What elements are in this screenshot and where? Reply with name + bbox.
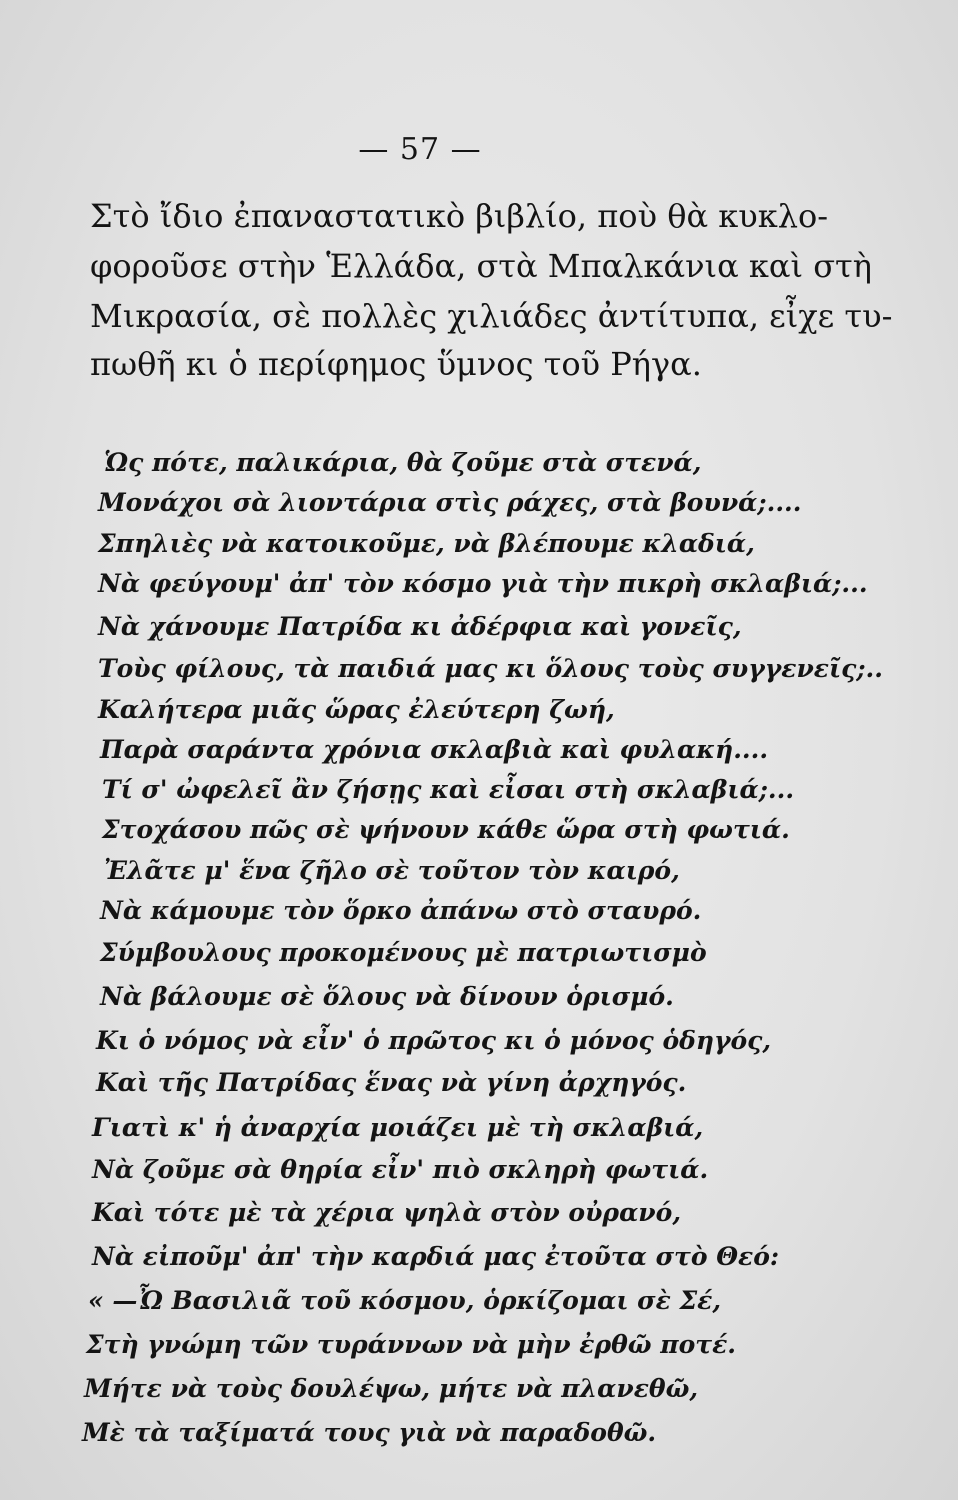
intro-line: πωθῆ κι ὁ περίφημος ὕμνος τοῦ Ρήγα. bbox=[90, 345, 702, 383]
poem-line: Νὰ βάλουμε σὲ ὅλους νὰ δίνουν ὁρισμό. bbox=[100, 982, 674, 1011]
poem-line: Στοχάσου πῶς σὲ ψήνουν κάθε ὥρα στὴ φωτιά. bbox=[102, 815, 790, 844]
poem-line: Νὰ εἰποῦμ' ἀπ' τὴν καρδιά μας ἐτοῦτα στὸ Θεό: bbox=[92, 1242, 780, 1271]
intro-line: Στὸ ἴδιο ἐπαναστατικὸ βιβλίο, ποὺ θὰ κυκλο- bbox=[90, 197, 829, 235]
poem-line: Καλήτερα μιᾶς ὥρας ἐλεύτερη ζωή, bbox=[98, 695, 615, 724]
poem-line: Κι ὁ νόμος νὰ εἶν' ὁ πρῶτος κι ὁ μόνος ὁδηγός, bbox=[96, 1026, 772, 1055]
poem-line: Μονάχοι σὰ λιοντάρια στὶς ράχες, στὰ βουνά;.... bbox=[98, 488, 802, 517]
poem-line: Στὴ γνώμη τῶν τυράννων νὰ μὴν ἐρθῶ ποτέ. bbox=[86, 1330, 736, 1359]
poem-line: Μὲ τὰ ταξίματά τους γιὰ νὰ παραδοθῶ. bbox=[82, 1418, 657, 1447]
poem-line: Ὡς πότε, παλικάρια, θὰ ζοῦμε στὰ στενά, bbox=[104, 448, 702, 477]
poem-line: Σπηλιὲς νὰ κατοικοῦμε, νὰ βλέπουμε κλαδιά, bbox=[98, 529, 755, 558]
poem-line: « —Ὦ Βασιλιᾶ τοῦ κόσμου, ὁρκίζομαι σὲ Σέ, bbox=[88, 1286, 722, 1315]
poem-line: Νὰ ζοῦμε σὰ θηρία εἶν' πιὸ σκληρὴ φωτιά. bbox=[92, 1155, 709, 1184]
poem-line: Μήτε νὰ τοὺς δουλέψω, μήτε νὰ πλανεθῶ, bbox=[84, 1374, 699, 1403]
poem-line: Παρὰ σαράντα χρόνια σκλαβιὰ καὶ φυλακή.... bbox=[100, 735, 769, 764]
poem-line: Ἐλᾶτε μ' ἕνα ζῆλο σὲ τοῦτον τὸν καιρό, bbox=[104, 856, 680, 885]
poem-line: Καὶ τότε μὲ τὰ χέρια ψηλὰ στὸν οὐρανό, bbox=[92, 1198, 682, 1227]
intro-line: Μικρασία, σὲ πολλὲς χιλιάδες ἀντίτυπα, εἶχε τυ- bbox=[90, 297, 893, 335]
poem-line: Νὰ κάμουμε τὸν ὅρκο ἀπάνω στὸ σταυρό. bbox=[100, 896, 702, 925]
poem-line: Καὶ τῆς Πατρίδας ἕνας νὰ γίνη ἀρχηγός. bbox=[96, 1068, 687, 1097]
poem-line: Τοὺς φίλους, τὰ παιδιά μας κι ὅλους τοὺς συγγενεῖς;.. bbox=[98, 654, 883, 683]
poem-line: Τί σ' ὠφελεῖ ἂν ζήσῃς καὶ εἶσαι στὴ σκλαβιά;... bbox=[102, 775, 795, 804]
poem-line: Σύμβουλους προκομένους μὲ πατριωτισμὸ bbox=[100, 938, 707, 967]
poem-line: Νὰ χάνουμε Πατρίδα κι ἀδέρφια καὶ γονεῖς, bbox=[98, 612, 742, 641]
page-number: — 57 — bbox=[358, 132, 482, 167]
intro-line: φοροῦσε στὴν Ἑλλάδα, στὰ Μπαλκάνια καὶ στὴ bbox=[90, 247, 872, 285]
poem-line: Νὰ φεύγουμ' ἀπ' τὸν κόσμο γιὰ τὴν πικρὴ σκλαβιά;... bbox=[98, 569, 868, 598]
poem-line: Γιατὶ κ' ἡ ἀναρχία μοιάζει μὲ τὴ σκλαβιά, bbox=[92, 1113, 704, 1142]
